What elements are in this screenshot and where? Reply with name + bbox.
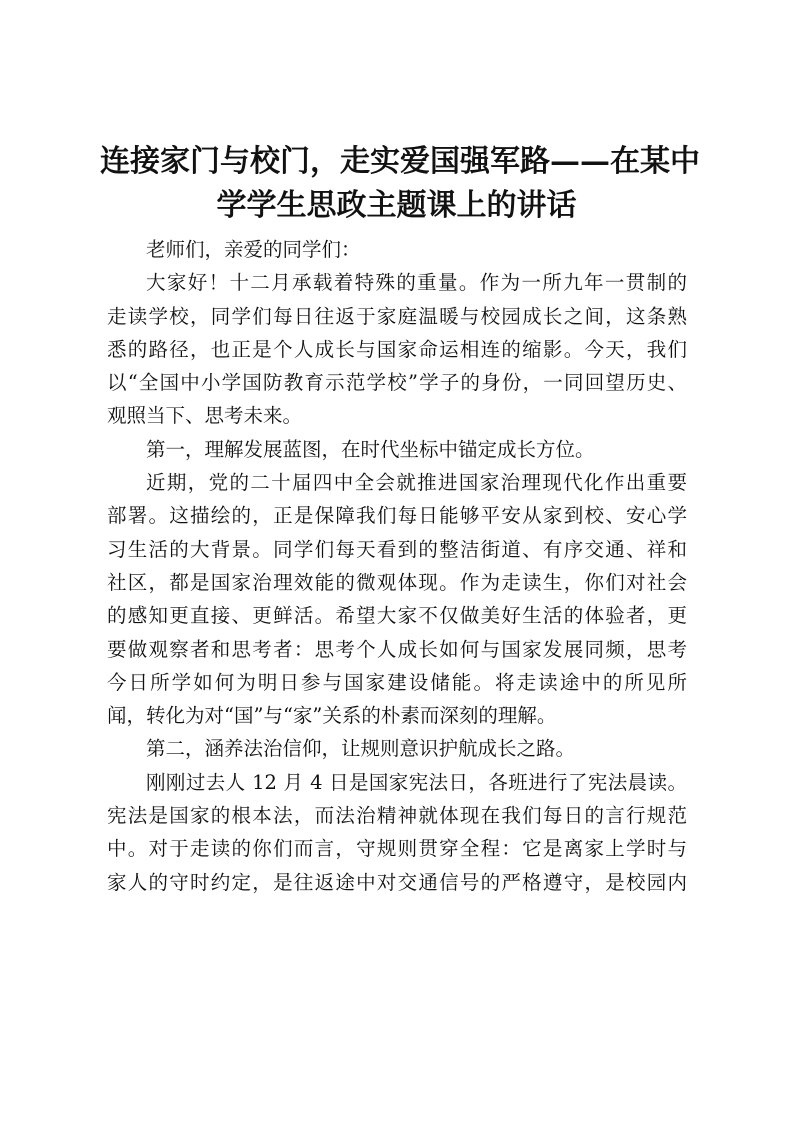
- document-body: [107, 233, 687, 899]
- body-line: 今日所学如何为明日参与国家建设储能。将走读途中的所见所: [107, 670, 687, 694]
- body-line: 以“全国中小学国防教育示范学校”学子的身份，一同回望历史、: [107, 371, 687, 395]
- salutation-line: 老师们，亲爱的同学们：: [146, 238, 361, 261]
- section-heading-line: 第一，理解发展蓝图，在时代坐标中锚定成长方位。: [146, 437, 595, 461]
- body-line: 习生活的大背景。同学们每天看到的整洁街道、有序交通、祥和: [107, 537, 687, 561]
- document-title: [100, 140, 700, 228]
- body-line: 闻，转化为对“国”与“家”关系的朴素而深刻的理解。: [107, 704, 557, 728]
- section-heading-line: 第二，涵养法治信仰，让规则意识护航成长之路。: [146, 737, 576, 761]
- body-line: 家人的守时约定，是往返途中对交通信号的严格遵守，是校园内: [107, 870, 687, 894]
- body-line: 的感知更直接、更鲜活。希望大家不仅做美好生活的体验者，更: [107, 604, 687, 628]
- title-line-1: 连接家门与校门，走实爱国强军路——在某中: [100, 144, 700, 179]
- body-line: 近期，党的二十届四中全会就推进国家治理现代化作出重要: [146, 471, 687, 495]
- body-line: 部署。这描绘的，正是保障我们每日能够平安从家到校、安心学: [107, 504, 687, 528]
- body-line: 宪法是国家的根本法，而法治精神就体现在我们每日的言行规范: [107, 804, 687, 828]
- body-line: 中。对于走读的你们而言，守规则贯穿全程：它是离家上学时与: [107, 837, 687, 861]
- body-line: 悉的路径，也正是个人成长与国家命运相连的缩影。今天，我们: [107, 337, 687, 361]
- body-line: 大家好！十二月承载着特殊的重量。作为一所九年一贯制的: [146, 271, 687, 295]
- body-line: 社区，都是国家治理效能的微观体现。作为走读生，你们对社会: [107, 570, 687, 594]
- body-line: 刚刚过去人 12 月 4 日是国家宪法日，各班进行了宪法晨读。: [146, 770, 687, 794]
- body-line: 观照当下、思考未来。: [107, 404, 303, 428]
- body-line: 走读学校，同学们每日往返于家庭温暖与校园成长之间，这条熟: [107, 304, 687, 328]
- title-line-2: 学学生思政主题课上的讲话: [216, 188, 577, 223]
- body-line: 要做观察者和思考者：思考个人成长如何与国家发展同频，思考: [107, 637, 687, 661]
